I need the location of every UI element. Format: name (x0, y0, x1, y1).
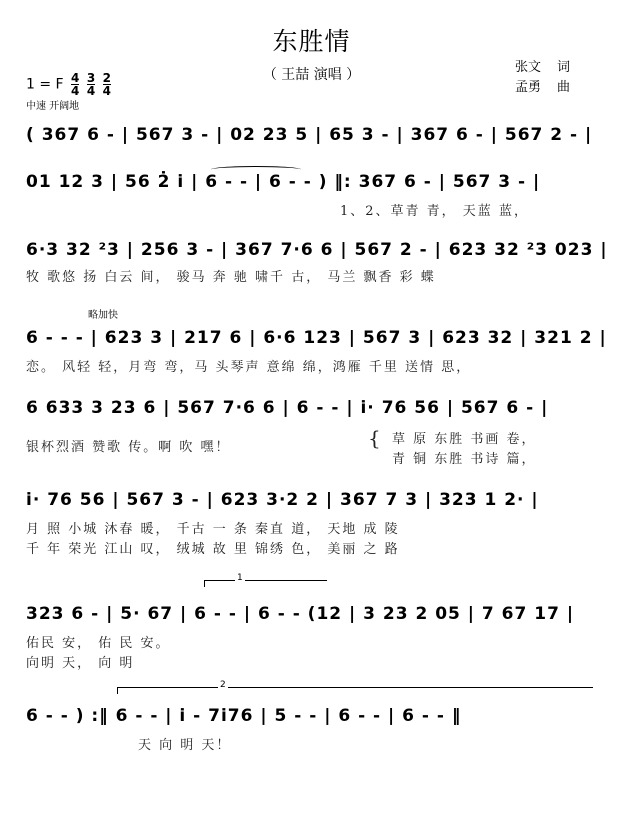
lyricist-credit: 张文 词 (515, 60, 571, 75)
time-signature: $\frac{3}{4}$ (86, 71, 96, 98)
lyric-verse-1: 月 照 小城 沐春 暖， 千古 一 条 秦直 道， 天地 成 陵 (26, 522, 400, 537)
score-line-1 (26, 125, 601, 149)
lyric-verse-1: 1、2、草青 青， 天蓝 蓝， (340, 204, 529, 219)
volta-1-bracket: 1 (204, 580, 327, 587)
performer: （ 王喆 演唱 ） (262, 67, 361, 83)
score-line-6 (26, 490, 601, 557)
notation: 6 633 3 23 6 | 567 7·6 6 | 6 - - | i̇· 76 56 | 567 6 - | (26, 398, 549, 418)
notation: 6 - - - | 623 3 | 217 6 | 6·6 123 | 567 3 | 623 32 | 321 2 | (26, 328, 607, 348)
lyric-verse-2: 向明 天， 向 明 (26, 656, 135, 671)
lyric-verse-1: 牧 歌悠 扬 白云 间， 骏马 奔 驰 啸千 古， 马兰 飘香 彩 蝶 (26, 270, 436, 285)
lyric-verse-1: 佑民 安， 佑 民 安。 (26, 636, 171, 651)
key-and-meter (26, 72, 111, 97)
tempo-change: 略加快 (88, 310, 118, 321)
credits (515, 58, 570, 98)
key-signature: 1 = F (26, 76, 64, 93)
notation: i̇· 76 56 | 567 3 - | 623 3·2 2 | 367 7 3 | 323 1 2· | (26, 490, 539, 510)
time-signature: $\frac{2}{4}$ (102, 71, 112, 98)
lyric-verse-1: 草 原 东胜 书画 卷， (392, 432, 537, 447)
lyric-verse-1: 恋。 风轻 轻，月弯 弯，马 头琴声 意绵 绵，鸿雁 千里 送情 思， (26, 360, 472, 375)
score-line-7 (26, 604, 601, 671)
score-line-4 (26, 328, 607, 375)
lyric-verse-2: 千 年 荣光 江山 叹， 绒城 故 里 锦绣 色， 美丽 之 路 (26, 542, 400, 557)
score-line-2 (26, 172, 601, 219)
notation: 01 12 3 | 56 2̇ i̇ | 6 - - | 6 - - ) ‖: 367 6 - | 567 3 - | (26, 172, 541, 192)
song-title: 东胜情 (272, 27, 351, 56)
notation: ( 367 6 - | 567 3 - | 02 23 5 | 65 3 - | 367 6 - | 567 2 - | (26, 125, 593, 145)
tempo-marking: 中速 开阔地 (26, 101, 80, 112)
score-line-5 (26, 398, 601, 467)
score-line-8 (26, 706, 601, 753)
lyric-verse-2: 青 铜 东胜 书诗 篇， (392, 452, 537, 467)
brace: { (368, 426, 381, 450)
notation: 6 - - ) :‖ 6 - - | i̇ - 7i̇76 | 5 - - | 6 - - | 6 - - ‖ (26, 706, 462, 726)
notation: 323 6 - | 5· 67 | 6 - - | 6 - - (12 | 3 23 2 05 | 7 67 17 | (26, 604, 575, 624)
score-line-3 (26, 240, 608, 285)
lyric-verse-2: 天 向 明 天！ (138, 738, 232, 753)
volta-2-bracket: 2 (117, 687, 593, 694)
time-signature: $\frac{4}{4}$ (71, 71, 80, 98)
composer-credit: 孟勇 曲 (515, 80, 571, 95)
lyric-verse-common: 银杯烈酒 赞歌 传。啊 吹 嘿！ (26, 440, 231, 455)
notation: 6·3 32 ²3 | 256 3 - | 367 7·6 6 | 567 2 - | 623 32 ²3 023 | (26, 240, 608, 260)
